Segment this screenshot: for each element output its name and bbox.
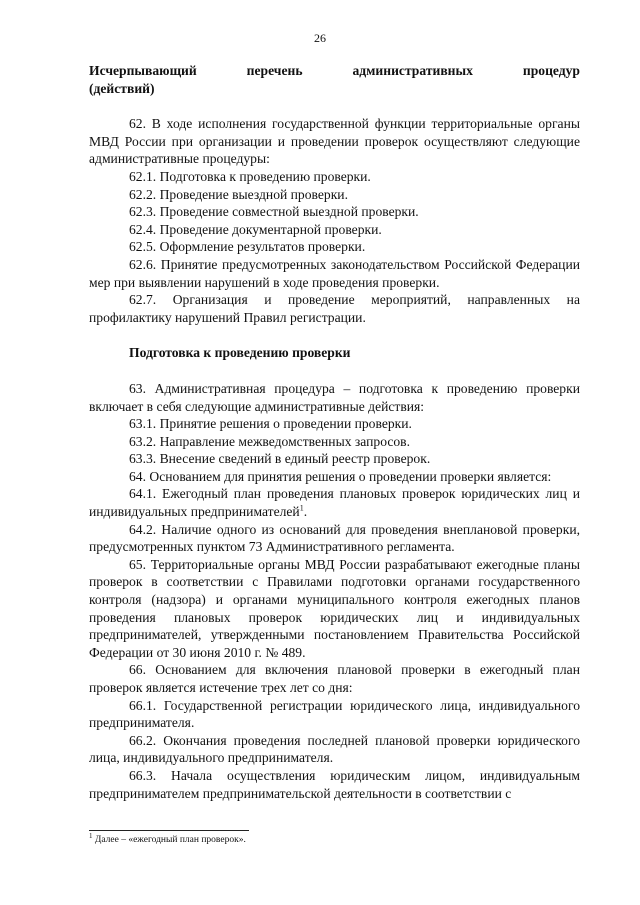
paragraph-63-2: 63.2. Направление межведомственных запросов.	[129, 433, 410, 449]
footnote	[89, 831, 246, 846]
paragraph-66-2: 66.2. Окончания проведения последней плановой проверки юридического лица, индивидуального предпринимателя.	[89, 732, 580, 766]
paragraph-66: 66. Основанием для включения плановой проверки в ежегодный план проверок является истечение трех лет со дня:	[89, 662, 580, 695]
paragraph-64-1-period: .	[303, 504, 308, 520]
paragraph-62-7: 62.7. Организация и проведение мероприятий, направленных на профилактику нарушений Правил регистрации.	[89, 292, 580, 325]
paragraph-65: 65. Территориальные органы МВД России разрабатывают ежегодные планы проверок в соответствии с Правилами подготовки органами государственного контроля (надзора) и органами муниципального контроля ежегодных планов проведения плановых проверок юридических лиц и индивидуальных предпринимателей, утвержденными постановлением Правительства Российской Федерации от 30 июня 2010 г. № 489.	[89, 556, 580, 660]
paragraph-63-1: 63.1. Принятие решения о проведении проверки.	[129, 416, 412, 432]
preparation-list	[89, 380, 580, 802]
paragraph-64: 64. Основанием для принятия решения о проведении проверки является:	[129, 468, 552, 484]
procedures-list	[89, 115, 580, 326]
spacer	[89, 326, 580, 344]
section-heading-preparation: Подготовка к проведению проверки	[129, 345, 351, 361]
paragraph-62-2: 62.2. Проведение выездной проверки.	[129, 186, 348, 202]
footnote-divider	[89, 830, 249, 831]
section-heading-procedures	[89, 62, 580, 97]
section-heading-line-1: Исчерпывающий перечень административных процедур	[89, 63, 580, 78]
paragraph-62-4: 62.4. Проведение документарной проверки.	[129, 221, 382, 237]
paragraph-64-1	[89, 485, 580, 520]
paragraph-62-3: 62.3. Проведение совместной выездной проверки.	[129, 204, 419, 220]
footnote-reference[interactable]: 1	[299, 503, 304, 513]
footnote-marker: 1	[89, 831, 93, 840]
paragraph-62-6: 62.6. Принятие предусмотренных законодательством Российской Федерации мер при выявлении нарушений в ходе проведения проверки.	[89, 256, 580, 290]
paragraph-66-1: 66.1. Государственной регистрации юридического лица, индивидуального предпринимателя.	[89, 697, 580, 731]
paragraph-62: 62. В ходе исполнения государственной функции территориальные органы МВД России при организации и проведении проверок осуществляют следующие административные процедуры:	[89, 116, 580, 167]
spacer	[89, 362, 580, 380]
paragraph-63-3: 63.3. Внесение сведений в единый реестр проверок.	[129, 451, 431, 467]
footnote-text: Далее – «ежегодный план проверок».	[94, 835, 246, 845]
paragraph-63: 63. Административная процедура – подготовка к проведению проверки включает в себя следующие административные действия:	[89, 380, 580, 414]
spacer	[89, 97, 580, 115]
section-heading-line-2: (действий)	[89, 80, 155, 96]
paragraph-62-1: 62.1. Подготовка к проведению проверки.	[129, 168, 371, 184]
page-number: 26	[314, 31, 326, 45]
paragraph-66-3: 66.3. Начала осуществления юридическим лицом, индивидуальным предпринимателем предпринимательской деятельности в соответствии с	[89, 767, 580, 801]
paragraph-64-2: 64.2. Наличие одного из оснований для проведения внеплановой проверки, предусмотренных пунктом 73 Административного регламента.	[89, 521, 580, 555]
paragraph-64-1-text: 64.1. Ежегодный план проведения плановых проверок юридических лиц и индивидуальных предпринимателей	[89, 486, 580, 520]
document-body	[89, 62, 580, 802]
paragraph-62-5: 62.5. Оформление результатов проверки.	[129, 239, 366, 255]
